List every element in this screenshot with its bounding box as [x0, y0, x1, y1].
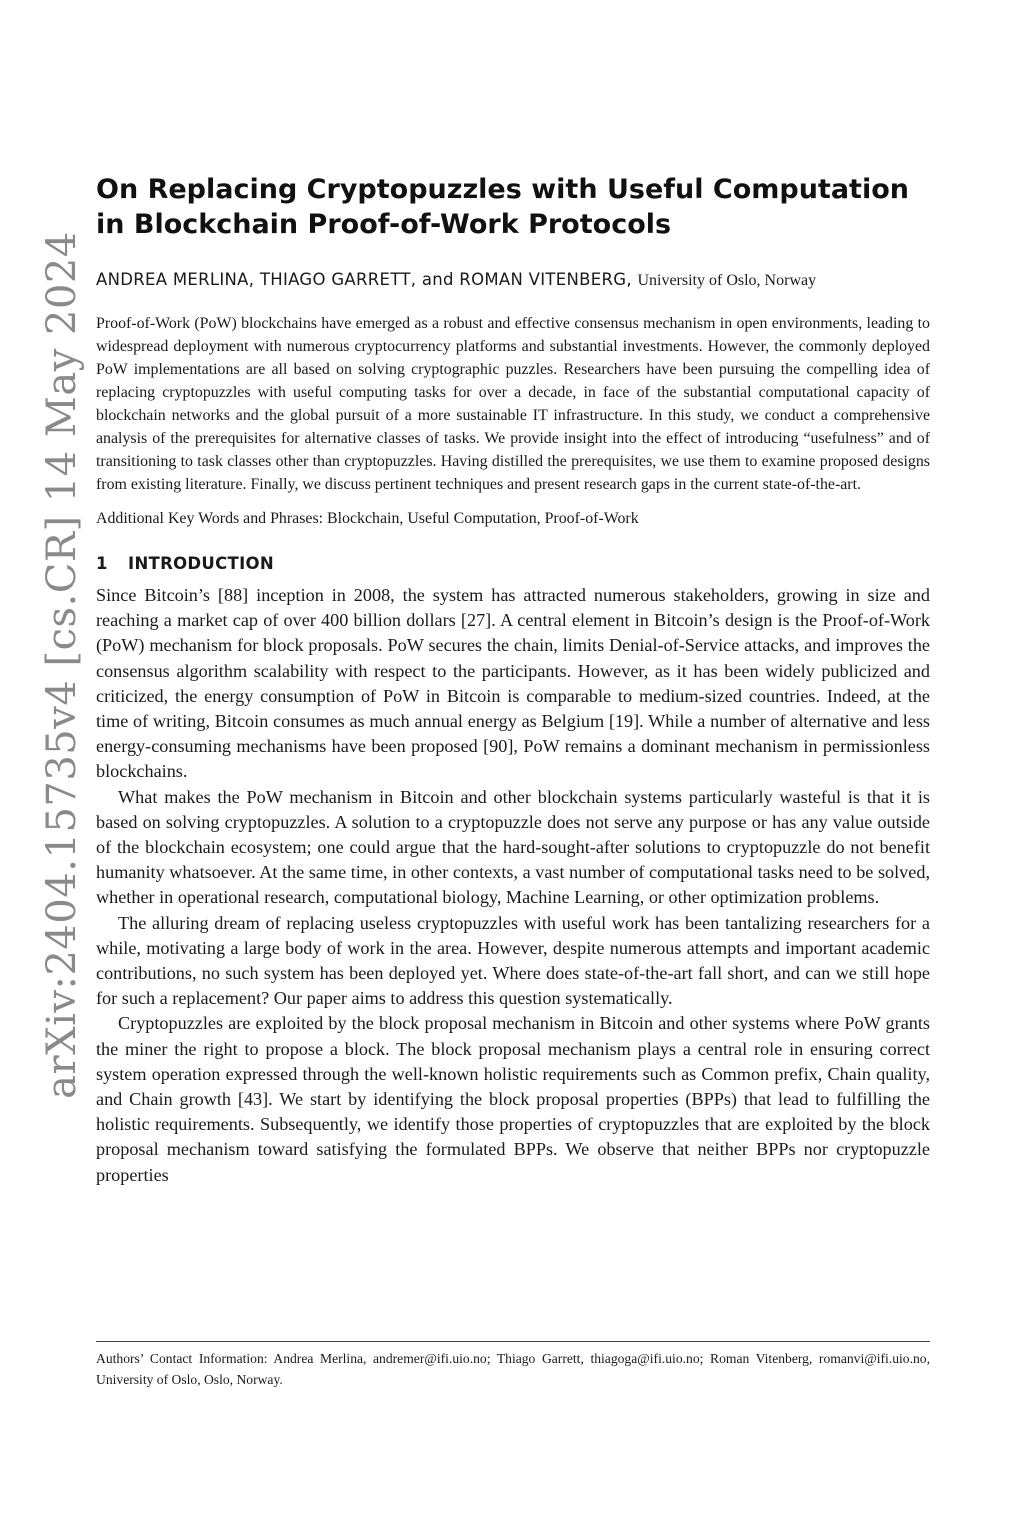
- paragraph: Since Bitcoin’s [88] inception in 2008, the system has attracted numerous stakeholders, growing in size and reaching a market cap of over 400 billion dollars [27]. A central element in Bitcoin’s design is the Proof-of-Work (PoW) mechanism for block proposals. PoW secures the chain, limits Denial-of-Service attacks, and improves the consensus algorithm scalability with respect to the participants. However, as it has been widely publicized and criticized, the energy consumption of PoW in Bitcoin is comparable to medium-sized countries. Indeed, at the time of writing, Bitcoin consumes as much annual energy as Belgium [19]. While a number of alternative and less energy-consuming mechanisms have been proposed [90], PoW remains a dominant mechanism in permissionless blockchains.: [96, 585, 930, 782]
- section-title: INTRODUCTION: [128, 554, 274, 573]
- paragraph: What makes the PoW mechanism in Bitcoin and other blockchain systems particularly wasteful is that it is based on solving cryptopuzzles. A solution to a cryptopuzzle does not serve any purpose or has any value outside of the blockchain ecosystem; one could argue that the hard-sought-after solutions to cryptopuzzle do not benefit humanity whatsoever. At the same time, in other contexts, a vast number of computational tasks need to be solved, whether in operational research, computational biology, Machine Learning, or other optimization problems.: [96, 786, 930, 908]
- author-affiliation: University of Oslo, Norway: [637, 272, 817, 289]
- author-line: [96, 266, 930, 294]
- keywords: Additional Key Words and Phrases: Blockchain, Useful Computation, Proof-of-Work: [96, 510, 639, 527]
- paragraph: The alluring dream of replacing useless cryptopuzzles with useful work has been tantalizing researchers for a while, motivating a large body of work in the area. However, despite numerous attempts and important academic contributions, no such system has been deployed yet. Where does state-of-the-art fall short, and can we still hope for such a replacement? Our paper aims to address this question systematically.: [96, 912, 930, 1009]
- arxiv-identifier-text: arXiv:2404.15735v4 [cs.CR] 14 May 2024: [39, 231, 85, 1099]
- section-heading-introduction: [96, 552, 930, 576]
- abstract: Proof-of-Work (PoW) blockchains have emerged as a robust and effective consensus mechanism in open environments, leading to widespread deployment with numerous cryptocurrency platforms and substantial investments. However, the commonly deployed PoW implementations are all based on solving cryptographic puzzles. Researchers have been pursuing the compelling idea of replacing cryptopuzzles with useful computing tasks for over a decade, in face of the substantial computational capacity of blockchain networks and the global pursuit of a more sustainable IT infrastructure. In this study, we conduct a comprehensive analysis of the prerequisites for alternative classes of tasks. We provide insight into the effect of introducing “usefulness” and of transitioning to task classes other than cryptopuzzles. Having distilled the prerequisites, we use them to examine proposed designs from existing literature. Finally, we discuss pertinent techniques and present research gaps in the current state-of-the-art.: [96, 315, 930, 493]
- paper-page: [96, 172, 930, 1188]
- footnote-divider: [96, 1341, 930, 1342]
- paragraph: Cryptopuzzles are exploited by the block proposal mechanism in Bitcoin and other systems where PoW grants the miner the right to propose a block. The block proposal mechanism plays a central role in ensuring correct system operation expressed through the well-known holistic requirements such as Common prefix, Chain quality, and Chain growth [43]. We start by identifying the block proposal properties (BPPs) that lead to fulfilling the holistic requirements. Subsequently, we identify those properties of cryptopuzzles that are exploited by the block proposal mechanism toward satisfying the formulated BPPs. We observe that neither BPPs nor cryptopuzzle properties: [96, 1013, 930, 1185]
- author-contact-footnote: Authors’ Contact Information: Andrea Merlina, andremer@ifi.uio.no; Thiago Garrett, thiagoga@ifi.uio.no; Roman Vitenberg, romanvi@ifi.uio.no, University of Oslo, Oslo, Norway.: [96, 1351, 930, 1387]
- section-number: 1: [96, 554, 108, 573]
- paper-title: On Replacing Cryptopuzzles with Useful Computation in Blockchain Proof-of-Work Protocols: [96, 174, 909, 240]
- author-names: ANDREA MERLINA, THIAGO GARRETT, and ROMAN VITENBERG,: [96, 270, 632, 289]
- introduction-body: [96, 583, 930, 1188]
